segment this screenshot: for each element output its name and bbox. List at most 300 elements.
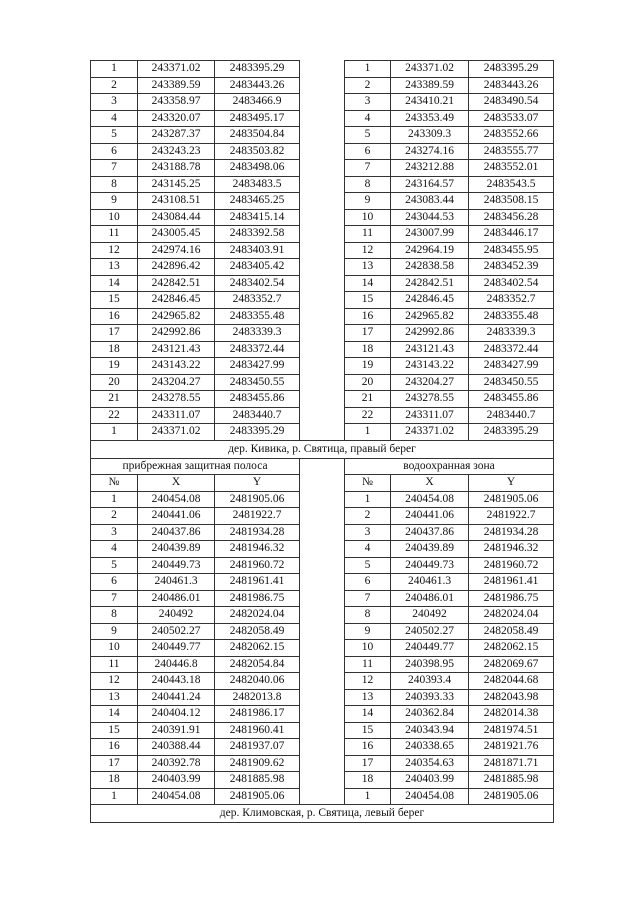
y-coordinate-cell: 2483452.39 bbox=[469, 259, 554, 276]
point-number-cell: 6 bbox=[345, 574, 391, 591]
y-coordinate-cell: 2483508.15 bbox=[469, 193, 554, 210]
x-coordinate-cell: 243121.43 bbox=[391, 341, 469, 358]
table-row bbox=[91, 623, 554, 640]
y-coordinate-cell: 2481961.41 bbox=[469, 574, 554, 591]
x-coordinate-cell: 240362.84 bbox=[391, 706, 469, 723]
table-row bbox=[91, 61, 554, 78]
table-row bbox=[91, 739, 554, 756]
y-coordinate-cell: 2483466.9 bbox=[215, 94, 300, 111]
table-row bbox=[91, 325, 554, 342]
y-coordinate-cell: 2482014.38 bbox=[469, 706, 554, 723]
point-number-cell: 4 bbox=[91, 541, 138, 558]
x-coordinate-cell: 243410.21 bbox=[391, 94, 469, 111]
point-number-cell: 15 bbox=[91, 292, 138, 309]
table-row bbox=[91, 689, 554, 706]
x-coordinate-cell: 243311.07 bbox=[391, 407, 469, 424]
x-coordinate-cell: 240404.12 bbox=[138, 706, 215, 723]
y-coordinate-cell: 2483402.54 bbox=[469, 275, 554, 292]
table-footer bbox=[91, 805, 554, 823]
y-coordinate-cell: 2483415.14 bbox=[215, 209, 300, 226]
column-separator bbox=[300, 706, 345, 723]
x-coordinate-cell: 240441.24 bbox=[138, 689, 215, 706]
column-separator bbox=[300, 193, 345, 210]
y-coordinate-cell: 2483440.7 bbox=[215, 407, 300, 424]
column-separator bbox=[300, 508, 345, 525]
column-header-number: № bbox=[91, 474, 138, 491]
point-number-cell: 12 bbox=[91, 673, 138, 690]
point-number-cell: 7 bbox=[91, 160, 138, 177]
y-coordinate-cell: 2481905.06 bbox=[469, 788, 554, 805]
table-row bbox=[91, 755, 554, 772]
column-separator bbox=[300, 689, 345, 706]
y-coordinate-cell: 2483352.7 bbox=[215, 292, 300, 309]
y-coordinate-cell: 2481960.72 bbox=[469, 557, 554, 574]
y-coordinate-cell: 2481986.17 bbox=[215, 706, 300, 723]
table-row bbox=[91, 160, 554, 177]
column-header-number: № bbox=[345, 474, 391, 491]
y-coordinate-cell: 2481921.76 bbox=[469, 739, 554, 756]
y-coordinate-cell: 2481960.72 bbox=[215, 557, 300, 574]
column-separator bbox=[300, 640, 345, 657]
x-coordinate-cell: 243389.59 bbox=[138, 77, 215, 94]
x-coordinate-cell: 240461.3 bbox=[391, 574, 469, 591]
x-coordinate-cell: 240403.99 bbox=[391, 772, 469, 789]
point-number-cell: 12 bbox=[91, 242, 138, 259]
y-coordinate-cell: 2481905.06 bbox=[215, 788, 300, 805]
table-row bbox=[91, 127, 554, 144]
column-separator bbox=[300, 607, 345, 624]
x-coordinate-cell: 243274.16 bbox=[391, 143, 469, 160]
point-number-cell: 14 bbox=[91, 706, 138, 723]
y-coordinate-cell: 2483440.7 bbox=[469, 407, 554, 424]
x-coordinate-cell: 243005.45 bbox=[138, 226, 215, 243]
y-coordinate-cell: 2483455.86 bbox=[469, 391, 554, 408]
table-row bbox=[91, 341, 554, 358]
x-coordinate-cell: 242842.51 bbox=[138, 275, 215, 292]
point-number-cell: 1 bbox=[345, 491, 391, 508]
table-row bbox=[91, 424, 554, 441]
point-number-cell: 20 bbox=[345, 374, 391, 391]
y-coordinate-cell: 2481871.71 bbox=[469, 755, 554, 772]
x-coordinate-cell: 243309.3 bbox=[391, 127, 469, 144]
point-number-cell: 20 bbox=[91, 374, 138, 391]
y-coordinate-cell: 2481986.75 bbox=[469, 590, 554, 607]
x-coordinate-cell: 240439.89 bbox=[391, 541, 469, 558]
x-coordinate-cell: 242964.19 bbox=[391, 242, 469, 259]
point-number-cell: 17 bbox=[345, 325, 391, 342]
point-number-cell: 2 bbox=[91, 508, 138, 525]
y-coordinate-cell: 2483395.29 bbox=[215, 61, 300, 78]
section-2-body bbox=[91, 491, 554, 805]
point-number-cell: 8 bbox=[91, 607, 138, 624]
table-row bbox=[91, 557, 554, 574]
x-coordinate-cell: 243212.88 bbox=[391, 160, 469, 177]
point-number-cell: 16 bbox=[345, 739, 391, 756]
x-coordinate-cell: 240486.01 bbox=[138, 590, 215, 607]
table-row bbox=[91, 226, 554, 243]
x-coordinate-cell: 243287.37 bbox=[138, 127, 215, 144]
point-number-cell: 15 bbox=[345, 722, 391, 739]
point-number-cell: 1 bbox=[91, 61, 138, 78]
x-coordinate-cell: 243188.78 bbox=[138, 160, 215, 177]
point-number-cell: 1 bbox=[91, 424, 138, 441]
right-subtable-title: водоохранная зона bbox=[345, 458, 554, 474]
column-separator bbox=[300, 94, 345, 111]
x-coordinate-cell: 240454.08 bbox=[391, 491, 469, 508]
point-number-cell: 15 bbox=[345, 292, 391, 309]
table-row bbox=[91, 209, 554, 226]
y-coordinate-cell: 2483495.17 bbox=[215, 110, 300, 127]
x-coordinate-cell: 242965.82 bbox=[391, 308, 469, 325]
y-coordinate-cell: 2483443.26 bbox=[469, 77, 554, 94]
column-separator bbox=[300, 176, 345, 193]
column-header-x: X bbox=[138, 474, 215, 491]
x-coordinate-cell: 243164.57 bbox=[391, 176, 469, 193]
x-coordinate-cell: 240461.3 bbox=[138, 574, 215, 591]
y-coordinate-cell: 2483339.3 bbox=[215, 325, 300, 342]
y-coordinate-cell: 2483352.7 bbox=[469, 292, 554, 309]
y-coordinate-cell: 2481961.41 bbox=[215, 574, 300, 591]
column-separator bbox=[300, 541, 345, 558]
column-separator bbox=[300, 127, 345, 144]
x-coordinate-cell: 240492 bbox=[138, 607, 215, 624]
x-coordinate-cell: 240449.73 bbox=[391, 557, 469, 574]
x-coordinate-cell: 243204.27 bbox=[391, 374, 469, 391]
column-separator bbox=[300, 143, 345, 160]
point-number-cell: 7 bbox=[345, 160, 391, 177]
table-row bbox=[91, 590, 554, 607]
y-coordinate-cell: 2483395.29 bbox=[215, 424, 300, 441]
y-coordinate-cell: 2483405.42 bbox=[215, 259, 300, 276]
y-coordinate-cell: 2483533.07 bbox=[469, 110, 554, 127]
point-number-cell: 8 bbox=[345, 176, 391, 193]
y-coordinate-cell: 2483456.28 bbox=[469, 209, 554, 226]
column-separator bbox=[300, 557, 345, 574]
point-number-cell: 14 bbox=[345, 275, 391, 292]
point-number-cell: 18 bbox=[345, 341, 391, 358]
point-number-cell: 6 bbox=[345, 143, 391, 160]
y-coordinate-cell: 2481986.75 bbox=[215, 590, 300, 607]
y-coordinate-cell: 2482044.68 bbox=[469, 673, 554, 690]
x-coordinate-cell: 240439.89 bbox=[138, 541, 215, 558]
column-separator bbox=[300, 259, 345, 276]
x-coordinate-cell: 242842.51 bbox=[391, 275, 469, 292]
x-coordinate-cell: 240492 bbox=[391, 607, 469, 624]
point-number-cell: 16 bbox=[345, 308, 391, 325]
point-number-cell: 11 bbox=[345, 226, 391, 243]
point-number-cell: 10 bbox=[91, 209, 138, 226]
x-coordinate-cell: 243353.49 bbox=[391, 110, 469, 127]
table-row bbox=[91, 77, 554, 94]
x-coordinate-cell: 240449.73 bbox=[138, 557, 215, 574]
point-number-cell: 16 bbox=[91, 739, 138, 756]
column-separator bbox=[300, 524, 345, 541]
x-coordinate-cell: 240441.06 bbox=[138, 508, 215, 525]
point-number-cell: 4 bbox=[345, 541, 391, 558]
point-number-cell: 11 bbox=[345, 656, 391, 673]
point-number-cell: 1 bbox=[91, 788, 138, 805]
column-separator bbox=[300, 77, 345, 94]
column-separator bbox=[300, 308, 345, 325]
x-coordinate-cell: 240398.95 bbox=[391, 656, 469, 673]
x-coordinate-cell: 243204.27 bbox=[138, 374, 215, 391]
point-number-cell: 4 bbox=[91, 110, 138, 127]
column-separator bbox=[300, 772, 345, 789]
x-coordinate-cell: 240338.65 bbox=[391, 739, 469, 756]
y-coordinate-cell: 2482062.15 bbox=[469, 640, 554, 657]
point-number-cell: 9 bbox=[345, 193, 391, 210]
column-separator bbox=[300, 788, 345, 805]
x-coordinate-cell: 243145.25 bbox=[138, 176, 215, 193]
table-row bbox=[91, 110, 554, 127]
x-coordinate-cell: 240388.44 bbox=[138, 739, 215, 756]
x-coordinate-cell: 243243.23 bbox=[138, 143, 215, 160]
x-coordinate-cell: 240403.99 bbox=[138, 772, 215, 789]
section-caption: дер. Кивика, р. Святица, правый берег bbox=[91, 440, 554, 458]
y-coordinate-cell: 2483543.5 bbox=[469, 176, 554, 193]
point-number-cell: 19 bbox=[345, 358, 391, 375]
x-coordinate-cell: 242992.86 bbox=[391, 325, 469, 342]
table-row bbox=[91, 275, 554, 292]
y-coordinate-cell: 2481885.98 bbox=[215, 772, 300, 789]
point-number-cell: 3 bbox=[91, 524, 138, 541]
point-number-cell: 12 bbox=[345, 673, 391, 690]
point-number-cell: 3 bbox=[345, 524, 391, 541]
x-coordinate-cell: 240446.8 bbox=[138, 656, 215, 673]
table-row bbox=[91, 391, 554, 408]
y-coordinate-cell: 2483504.84 bbox=[215, 127, 300, 144]
x-coordinate-cell: 243278.55 bbox=[138, 391, 215, 408]
column-separator bbox=[300, 574, 345, 591]
column-header-y: Y bbox=[215, 474, 300, 491]
y-coordinate-cell: 2483552.66 bbox=[469, 127, 554, 144]
y-coordinate-cell: 2482058.49 bbox=[215, 623, 300, 640]
point-number-cell: 17 bbox=[91, 755, 138, 772]
point-number-cell: 15 bbox=[91, 722, 138, 739]
column-separator bbox=[300, 358, 345, 375]
y-coordinate-cell: 2483372.44 bbox=[215, 341, 300, 358]
y-coordinate-cell: 2481885.98 bbox=[469, 772, 554, 789]
y-coordinate-cell: 2483552.01 bbox=[469, 160, 554, 177]
point-number-cell: 13 bbox=[91, 689, 138, 706]
y-coordinate-cell: 2481960.41 bbox=[215, 722, 300, 739]
table-row bbox=[91, 308, 554, 325]
table-row bbox=[91, 143, 554, 160]
y-coordinate-cell: 2482040.06 bbox=[215, 673, 300, 690]
y-coordinate-cell: 2483498.06 bbox=[215, 160, 300, 177]
point-number-cell: 17 bbox=[345, 755, 391, 772]
x-coordinate-cell: 240441.06 bbox=[391, 508, 469, 525]
point-number-cell: 9 bbox=[91, 623, 138, 640]
x-coordinate-cell: 243108.51 bbox=[138, 193, 215, 210]
table-row bbox=[91, 407, 554, 424]
x-coordinate-cell: 243371.02 bbox=[138, 424, 215, 441]
column-separator bbox=[300, 374, 345, 391]
x-coordinate-cell: 240391.91 bbox=[138, 722, 215, 739]
table-row bbox=[91, 358, 554, 375]
column-separator bbox=[300, 623, 345, 640]
y-coordinate-cell: 2481946.32 bbox=[215, 541, 300, 558]
point-number-cell: 4 bbox=[345, 110, 391, 127]
x-coordinate-cell: 243143.22 bbox=[138, 358, 215, 375]
y-coordinate-cell: 2482024.04 bbox=[215, 607, 300, 624]
table-row bbox=[91, 508, 554, 525]
table-row bbox=[91, 722, 554, 739]
y-coordinate-cell: 2482069.67 bbox=[469, 656, 554, 673]
column-separator bbox=[300, 292, 345, 309]
column-separator bbox=[300, 424, 345, 441]
y-coordinate-cell: 2482043.98 bbox=[469, 689, 554, 706]
point-number-cell: 3 bbox=[345, 94, 391, 111]
table-row bbox=[91, 788, 554, 805]
x-coordinate-cell: 240343.94 bbox=[391, 722, 469, 739]
point-number-cell: 12 bbox=[345, 242, 391, 259]
y-coordinate-cell: 2483483.5 bbox=[215, 176, 300, 193]
section-1-body bbox=[91, 61, 554, 441]
point-number-cell: 10 bbox=[345, 209, 391, 226]
table-row bbox=[91, 640, 554, 657]
x-coordinate-cell: 243044.53 bbox=[391, 209, 469, 226]
column-separator bbox=[300, 325, 345, 342]
x-coordinate-cell: 243007.99 bbox=[391, 226, 469, 243]
y-coordinate-cell: 2483455.95 bbox=[469, 242, 554, 259]
table-row bbox=[91, 541, 554, 558]
x-coordinate-cell: 243358.97 bbox=[138, 94, 215, 111]
table-row bbox=[91, 656, 554, 673]
x-coordinate-cell: 240443.18 bbox=[138, 673, 215, 690]
y-coordinate-cell: 2483339.3 bbox=[469, 325, 554, 342]
x-coordinate-cell: 242896.42 bbox=[138, 259, 215, 276]
x-coordinate-cell: 243084.44 bbox=[138, 209, 215, 226]
column-separator bbox=[300, 407, 345, 424]
column-separator bbox=[300, 673, 345, 690]
left-subtable-title: прибрежная защитная полоса bbox=[91, 458, 300, 474]
table-row bbox=[91, 259, 554, 276]
point-number-cell: 1 bbox=[91, 491, 138, 508]
y-coordinate-cell: 2483555.77 bbox=[469, 143, 554, 160]
column-separator bbox=[300, 110, 345, 127]
y-coordinate-cell: 2483503.82 bbox=[215, 143, 300, 160]
point-number-cell: 5 bbox=[345, 127, 391, 144]
x-coordinate-cell: 240449.77 bbox=[391, 640, 469, 657]
point-number-cell: 1 bbox=[345, 61, 391, 78]
table-row bbox=[91, 193, 554, 210]
x-coordinate-cell: 242838.58 bbox=[391, 259, 469, 276]
x-coordinate-cell: 243083.44 bbox=[391, 193, 469, 210]
column-separator bbox=[300, 458, 345, 474]
column-header-x: X bbox=[391, 474, 469, 491]
point-number-cell: 14 bbox=[345, 706, 391, 723]
y-coordinate-cell: 2483455.86 bbox=[215, 391, 300, 408]
point-number-cell: 10 bbox=[91, 640, 138, 657]
coordinates-table bbox=[90, 60, 554, 823]
x-coordinate-cell: 240437.86 bbox=[138, 524, 215, 541]
x-coordinate-cell: 243143.22 bbox=[391, 358, 469, 375]
y-coordinate-cell: 2481937.07 bbox=[215, 739, 300, 756]
point-number-cell: 2 bbox=[345, 508, 391, 525]
point-number-cell: 21 bbox=[345, 391, 391, 408]
point-number-cell: 8 bbox=[91, 176, 138, 193]
x-coordinate-cell: 243371.02 bbox=[391, 61, 469, 78]
y-coordinate-cell: 2483395.29 bbox=[469, 424, 554, 441]
column-separator bbox=[300, 341, 345, 358]
point-number-cell: 19 bbox=[91, 358, 138, 375]
point-number-cell: 13 bbox=[91, 259, 138, 276]
point-number-cell: 11 bbox=[91, 656, 138, 673]
column-separator bbox=[300, 491, 345, 508]
point-number-cell: 13 bbox=[345, 689, 391, 706]
column-separator bbox=[300, 160, 345, 177]
table-row bbox=[91, 524, 554, 541]
point-number-cell: 16 bbox=[91, 308, 138, 325]
x-coordinate-cell: 240392.78 bbox=[138, 755, 215, 772]
x-coordinate-cell: 243121.43 bbox=[138, 341, 215, 358]
column-separator bbox=[300, 474, 345, 491]
section-2-header bbox=[91, 440, 554, 491]
point-number-cell: 18 bbox=[345, 772, 391, 789]
point-number-cell: 18 bbox=[91, 772, 138, 789]
y-coordinate-cell: 2483443.26 bbox=[215, 77, 300, 94]
point-number-cell: 13 bbox=[345, 259, 391, 276]
y-coordinate-cell: 2482054.84 bbox=[215, 656, 300, 673]
column-separator bbox=[300, 590, 345, 607]
point-number-cell: 1 bbox=[345, 788, 391, 805]
y-coordinate-cell: 2482062.15 bbox=[215, 640, 300, 657]
y-coordinate-cell: 2481934.28 bbox=[469, 524, 554, 541]
table-row bbox=[91, 574, 554, 591]
x-coordinate-cell: 240449.77 bbox=[138, 640, 215, 657]
x-coordinate-cell: 240454.08 bbox=[138, 491, 215, 508]
x-coordinate-cell: 240393.33 bbox=[391, 689, 469, 706]
point-number-cell: 2 bbox=[345, 77, 391, 94]
point-number-cell: 11 bbox=[91, 226, 138, 243]
y-coordinate-cell: 2482058.49 bbox=[469, 623, 554, 640]
y-coordinate-cell: 2483427.99 bbox=[469, 358, 554, 375]
point-number-cell: 5 bbox=[91, 557, 138, 574]
column-separator bbox=[300, 209, 345, 226]
table-row bbox=[91, 374, 554, 391]
point-number-cell: 21 bbox=[91, 391, 138, 408]
x-coordinate-cell: 243389.59 bbox=[391, 77, 469, 94]
y-coordinate-cell: 2481934.28 bbox=[215, 524, 300, 541]
y-coordinate-cell: 2481905.06 bbox=[469, 491, 554, 508]
x-coordinate-cell: 243371.02 bbox=[138, 61, 215, 78]
y-coordinate-cell: 2483465.25 bbox=[215, 193, 300, 210]
x-coordinate-cell: 242846.45 bbox=[138, 292, 215, 309]
x-coordinate-cell: 242992.86 bbox=[138, 325, 215, 342]
column-separator bbox=[300, 242, 345, 259]
y-coordinate-cell: 2481922.7 bbox=[469, 508, 554, 525]
table-row bbox=[91, 772, 554, 789]
table-row bbox=[91, 673, 554, 690]
x-coordinate-cell: 242974.16 bbox=[138, 242, 215, 259]
point-number-cell: 1 bbox=[345, 424, 391, 441]
x-coordinate-cell: 243320.07 bbox=[138, 110, 215, 127]
point-number-cell: 9 bbox=[345, 623, 391, 640]
y-coordinate-cell: 2483490.54 bbox=[469, 94, 554, 111]
column-separator bbox=[300, 739, 345, 756]
y-coordinate-cell: 2481909.62 bbox=[215, 755, 300, 772]
x-coordinate-cell: 240502.27 bbox=[138, 623, 215, 640]
point-number-cell: 7 bbox=[345, 590, 391, 607]
point-number-cell: 5 bbox=[345, 557, 391, 574]
column-separator bbox=[300, 656, 345, 673]
y-coordinate-cell: 2483372.44 bbox=[469, 341, 554, 358]
point-number-cell: 22 bbox=[91, 407, 138, 424]
y-coordinate-cell: 2483392.58 bbox=[215, 226, 300, 243]
x-coordinate-cell: 240393.4 bbox=[391, 673, 469, 690]
x-coordinate-cell: 242965.82 bbox=[138, 308, 215, 325]
